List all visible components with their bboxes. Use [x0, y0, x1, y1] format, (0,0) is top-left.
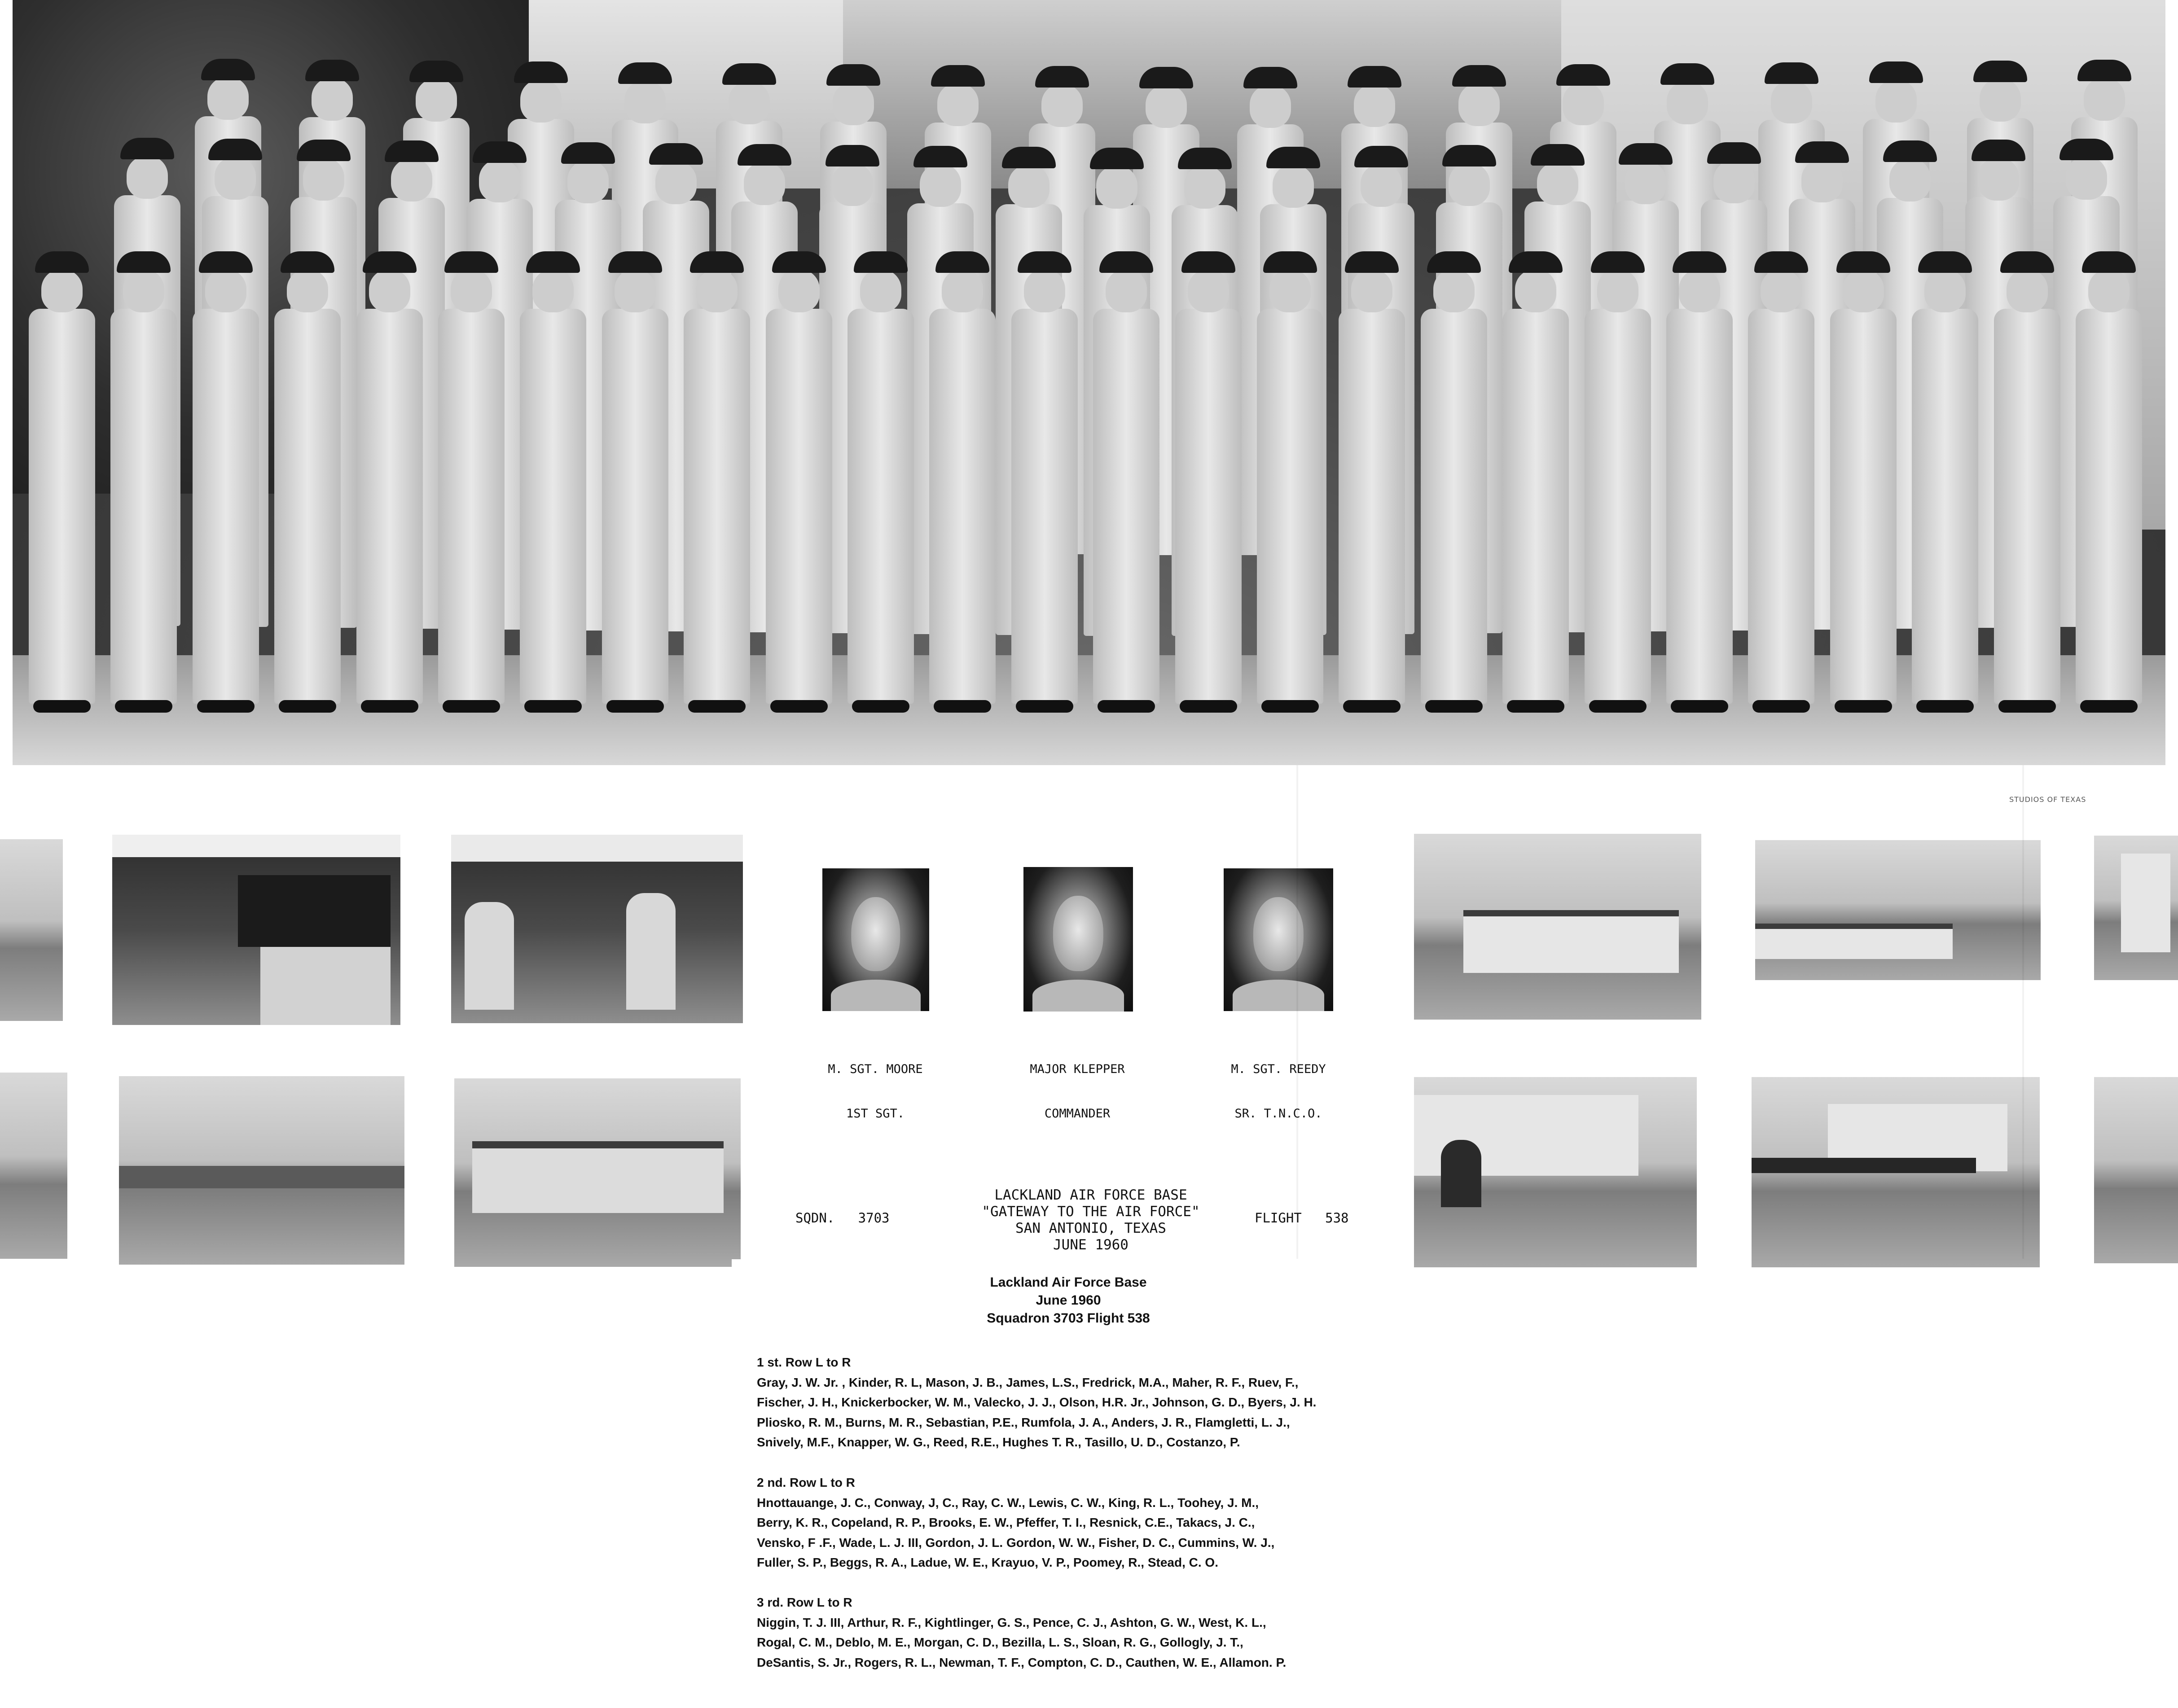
roster-line: Vensko, F .F., Wade, L. J. III, Gordon, J. L. Gordon, W. W., Fisher, D. C., Cummins, W. J.,	[757, 1535, 1275, 1550]
flight-label: FLIGHT 538	[1255, 1210, 1349, 1226]
base-caption-line: JUNE 1960	[1053, 1237, 1129, 1253]
roster-line: DeSantis, S. Jr., Rogers, R. L., Newman, T. F., Compton, C. D., Cauthen, W. E., Allamon. P.	[757, 1655, 1287, 1669]
roster-line: Rogal, C. M., Deblo, M. E., Morgan, C. D., Bezilla, L. S., Sloan, R. G., Gollogly, J. T.,	[757, 1635, 1243, 1649]
officer-title: COMMANDER	[1044, 1107, 1111, 1121]
roster-row-2	[757, 1473, 1403, 1573]
roster-line: Pliosko, R. M., Burns, M. R., Sebastian, P.E., Rumfola, J. A., Anders, J. R., Flamgletti, L. J.,	[757, 1415, 1290, 1429]
roster-line: Fuller, S. P., Beggs, R. A., Ladue, W. E., Krayuo, V. P., Poomey, R., Stead, C. O.	[757, 1555, 1218, 1569]
caption-reedy	[1189, 1032, 1368, 1136]
roster-header-line: June 1960	[1036, 1293, 1101, 1308]
thumb-refreshment-center	[454, 1078, 741, 1267]
roster-line: Niggin, T. J. III, Arthur, R. F., Kightlinger, G. S., Pence, C. J., Ashton, G. W., West, K. L.,	[757, 1615, 1266, 1629]
thumb-edge-left-top	[0, 839, 63, 1021]
roster-line: Fischer, J. H., Knickerbocker, W. M., Valecko, J. J., Olson, H.R. Jr., Johnson, G. D., Byers, J. H.	[757, 1395, 1317, 1409]
roster-header	[732, 1274, 1405, 1327]
base-caption-line: SAN ANTONIO, TEXAS	[1015, 1220, 1166, 1236]
thumb-flightline	[119, 1076, 404, 1265]
base-caption-line: "GATEWAY TO THE AIR FORCE"	[982, 1204, 1200, 1220]
portrait-reedy	[1224, 868, 1333, 1011]
thumb-theater	[1752, 1077, 2040, 1267]
thumb-hangar	[1414, 834, 1701, 1020]
officer-name: M. SGT. MOORE	[828, 1062, 923, 1076]
thumb-edge-left-bottom	[0, 1073, 67, 1259]
roster-row-1	[757, 1353, 1403, 1453]
roster-line: Berry, K. R., Copeland, R. P., Brooks, E. W., Pfeffer, T. I., Resnick, C.E., Takacs, J. C.,	[757, 1515, 1255, 1529]
roster-line: Gray, J. W. Jr. , Kinder, R. L, Mason, J. B., James, L.S., Fredrick, M.A., Maher, R. F., Ruev, F.,	[757, 1375, 1299, 1389]
thumb-edge-right-top	[2094, 836, 2178, 980]
photo-credit: STUDIOS OF TEXAS	[2009, 795, 2086, 804]
officer-title: 1ST SGT.	[846, 1107, 905, 1121]
caption-klepper	[988, 1032, 1167, 1136]
thumb-rifle-range	[112, 835, 400, 1025]
thumb-chapel	[1755, 840, 2041, 980]
thumb-edge-right-bottom	[2094, 1077, 2178, 1263]
group-photo	[13, 0, 2165, 765]
fold-crease	[2022, 765, 2024, 1259]
row-title: 1 st. Row L to R	[757, 1355, 851, 1369]
roster-line: Snively, M.F., Knapper, W. G., Reed, R.E., Hughes T. R., Tasillo, U. D., Costanzo, P.	[757, 1435, 1240, 1449]
portrait-klepper	[1023, 867, 1133, 1012]
thumb-archery	[451, 835, 743, 1023]
roster-header-line: Lackland Air Force Base	[990, 1275, 1147, 1290]
row-title: 3 rd. Row L to R	[757, 1595, 852, 1609]
portrait-moore	[822, 868, 929, 1011]
officer-name: MAJOR KLEPPER	[1030, 1062, 1125, 1076]
roster-row-3	[757, 1593, 1403, 1673]
fold-crease	[1296, 765, 1298, 1259]
caption-moore	[786, 1032, 965, 1136]
row-title: 2 nd. Row L to R	[757, 1476, 855, 1489]
base-caption	[934, 1187, 1248, 1253]
officer-name: M. SGT. REEDY	[1231, 1062, 1326, 1076]
roster-notes	[732, 1259, 1405, 1708]
squadron-label: SQDN. 3703	[795, 1210, 890, 1226]
airmen-rows	[13, 0, 2165, 765]
base-caption-line: LACKLAND AIR FORCE BASE	[994, 1187, 1187, 1203]
roster-line: Hnottauange, J. C., Conway, J, C., Ray, C. W., Lewis, C. W., King, R. L., Toohey, J. M.,	[757, 1495, 1259, 1510]
officer-title: SR. T.N.C.O.	[1234, 1107, 1322, 1121]
thumb-gymnasium	[1414, 1077, 1697, 1267]
roster-header-line: Squadron 3703 Flight 538	[987, 1311, 1150, 1326]
